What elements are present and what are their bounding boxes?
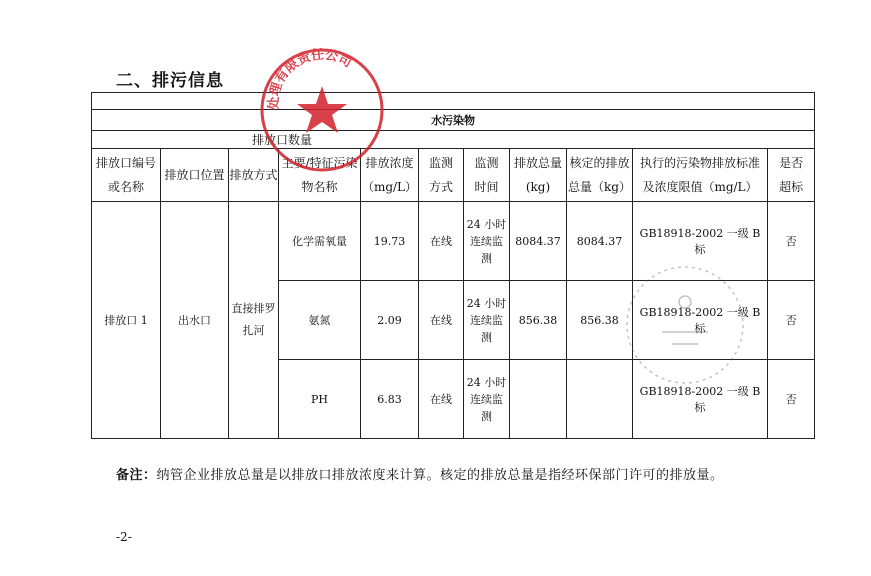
blank-row [92,93,815,110]
group-header-row [92,110,815,131]
standard-value: GB18918-2002 一级 B 标 [633,281,768,360]
monitor-time: 24 小时 连续监 测 [464,202,510,281]
concentration-value: 19.73 [361,202,419,281]
standard-value: GB18918-2002 一级 B 标 [633,202,768,281]
page-number: -2- [116,530,132,544]
standard-value: GB18918-2002 一级 B 标 [633,360,768,439]
concentration-value: 6.83 [361,360,419,439]
header-approved-total: 核定的排放 总量（kg） [567,149,633,202]
remark-label: 备注： [116,468,157,483]
discharge-method: 直接排罗 扎河 [229,202,279,439]
approved-total-value: 8084.37 [567,202,633,281]
header-outlet-location: 排放口位置 [161,149,229,202]
pollutant-name: 化学需氧量 [279,202,361,281]
column-header-row [92,149,815,202]
header-monitor-time: 监测 时间 [464,149,510,202]
remark [116,464,724,483]
pollutant-name: PH [279,360,361,439]
approved-total-value: 856.38 [567,281,633,360]
header-discharge-method: 排放方式 [229,149,279,202]
header-exceed: 是否 超标 [768,149,815,202]
table-row [92,202,815,281]
monitor-method: 在线 [419,281,464,360]
header-outlet-id: 排放口编号 或名称 [92,149,161,202]
monitor-method: 在线 [419,360,464,439]
outlet-count-row [92,131,815,149]
approved-total-value [567,360,633,439]
header-monitor-method: 监测 方式 [419,149,464,202]
header-standard: 执行的污染物排放标准 及浓度限值（mg/L） [633,149,768,202]
seal-text: 处理有限责任公司 [266,47,355,110]
concentration-value: 2.09 [361,281,419,360]
outlet-name: 排放口 1 [92,202,161,439]
exceed-value: 否 [768,360,815,439]
monitor-time: 24 小时 连续监 测 [464,360,510,439]
total-value [510,360,567,439]
section-title: 二、排污信息 [116,71,224,91]
outlet-count-label: 排放口数量 [92,131,815,149]
header-pollutant: 主要/特征污染 物名称 [279,149,361,202]
exceed-value: 否 [768,281,815,360]
monitor-method: 在线 [419,202,464,281]
total-value: 856.38 [510,281,567,360]
pollutant-name: 氨氮 [279,281,361,360]
exceed-value: 否 [768,202,815,281]
total-value: 8084.37 [510,202,567,281]
header-concentration: 排放浓度 （mg/L） [361,149,419,202]
outlet-location: 出水口 [161,202,229,439]
remark-text: 纳管企业排放总量是以排放口排放浓度来计算。核定的排放总量是指经环保部门许可的排放量。 [156,468,724,483]
monitor-time: 24 小时 连续监 测 [464,281,510,360]
header-total: 排放总量 (kg) [510,149,567,202]
water-pollutant-header: 水污染物 [92,110,815,131]
pollutant-discharge-table [91,92,815,439]
